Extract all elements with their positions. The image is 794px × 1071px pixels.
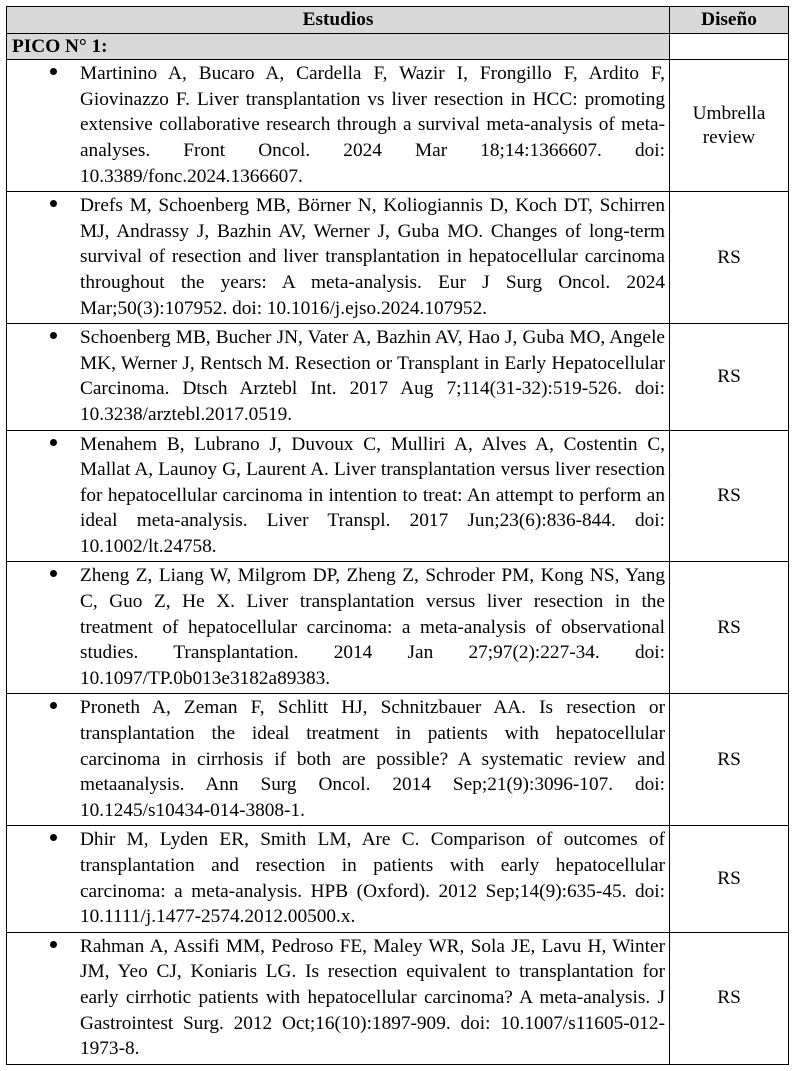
header-studies: Estudios bbox=[7, 7, 670, 34]
bullet-icon bbox=[50, 941, 57, 948]
references-table bbox=[6, 6, 789, 1065]
table-row bbox=[7, 932, 789, 1064]
table-row bbox=[7, 192, 789, 324]
bullet-icon bbox=[50, 68, 57, 75]
reference-cell bbox=[7, 192, 670, 324]
reference-text: Proneth A, Zeman F, Schlitt HJ, Schnitzbauer AA. Is resection or transplantation the ideal treatment in patients with hepatocellular carcinoma in cirrhosis if both are possible? A systematic review and metaanalysis. Ann Surg Oncol. 2014 Sep;21(9):3096-107. doi: 10.1245/s10434-014-3808-1. bbox=[80, 697, 665, 821]
pico-row bbox=[7, 33, 789, 60]
design-cell: RS bbox=[670, 430, 789, 562]
design-cell: RS bbox=[670, 562, 789, 694]
design-cell: RS bbox=[670, 694, 789, 826]
table-row bbox=[7, 562, 789, 694]
reference-cell bbox=[7, 60, 670, 192]
design-cell: RS bbox=[670, 932, 789, 1064]
bullet-icon bbox=[50, 200, 57, 207]
reference-text: Schoenberg MB, Bucher JN, Vater A, Bazhin AV, Hao J, Guba MO, Angele MK, Werner J, Rentsch M. Resection or Transplant in Early Hepatocellular Carcinoma. Dtsch Arztebl Int. 2017 Aug 7;114(31-32):519-526. doi: 10.3238/arztebl.2017.0519. bbox=[80, 327, 665, 425]
reference-text: Dhir M, Lyden ER, Smith LM, Are C. Comparison of outcomes of transplantation and resection in patients with early hepatocellular carcinoma: a meta-analysis. HPB (Oxford). 2012 Sep;14(9):635-45. doi: 10.1111/j.1477-2574.2012.00500.x. bbox=[80, 829, 665, 928]
bullet-icon bbox=[50, 439, 57, 446]
table-row bbox=[7, 60, 789, 192]
design-cell: Umbrella review bbox=[670, 60, 789, 192]
pico-label: PICO N° 1: bbox=[7, 33, 670, 60]
bullet-icon bbox=[50, 834, 57, 841]
reference-text: Rahman A, Assifi MM, Pedroso FE, Maley WR, Sola JE, Lavu H, Winter JM, Yeo CJ, Koniaris LG. Is resection equivalent to transplantation for early cirrhotic patients with hepatocellular carcinoma? A meta-analysis. J Gastrointest Surg. 2012 Oct;16(10):1897-909. doi: 10.1007/s11605-012-1973-8. bbox=[80, 935, 665, 1060]
design-cell: RS bbox=[670, 826, 789, 932]
reference-cell bbox=[7, 826, 670, 932]
reference-cell bbox=[7, 694, 670, 826]
header-design: Diseño bbox=[670, 7, 789, 34]
table-row bbox=[7, 826, 789, 932]
table-row bbox=[7, 694, 789, 826]
bullet-icon bbox=[50, 702, 57, 709]
reference-cell bbox=[7, 932, 670, 1064]
bullet-icon bbox=[50, 570, 57, 577]
reference-text: Zheng Z, Liang W, Milgrom DP, Zheng Z, Schroder PM, Kong NS, Yang C, Guo Z, He X. Liver transplantation versus liver resection in the treatment of hepatocellular carcinoma: a meta-analysis of observational studies. Transplantation. 2014 Jan 27;97(2):227-34. doi: 10.1097/TP.0b013e3182a89383. bbox=[80, 565, 665, 689]
table-row bbox=[7, 324, 789, 430]
reference-text: Martinino A, Bucaro A, Cardella F, Wazir I, Frongillo F, Ardito F, Giovinazzo F. Liver transplantation vs liver resection in HCC: promoting extensive collaborative research through a survival meta-analysis of meta-analyses. Front Oncol. 2024 Mar 18;14:1366607. doi: 10.3389/fonc.2024.1366607. bbox=[80, 63, 665, 187]
reference-cell bbox=[7, 562, 670, 694]
design-cell: RS bbox=[670, 192, 789, 324]
reference-text: Menahem B, Lubrano J, Duvoux C, Mulliri A, Alves A, Costentin C, Mallat A, Launoy G, Laurent A. Liver transplantation versus liver resection for hepatocellular carcinoma in intention to treat: An attempt to perform an ideal meta-analysis. Liver Transpl. 2017 Jun;23(6):836-844. doi: 10.1002/lt.24758. bbox=[80, 433, 665, 557]
reference-cell bbox=[7, 430, 670, 562]
reference-cell bbox=[7, 324, 670, 430]
design-cell: RS bbox=[670, 324, 789, 430]
bullet-icon bbox=[50, 332, 57, 339]
reference-text: Drefs M, Schoenberg MB, Börner N, Koliogiannis D, Koch DT, Schirren MJ, Andrassy J, Bazhin AV, Werner J, Guba MO. Changes of long-term survival of resection and liver transplantation in hepatocellular carcinoma throughout the years: A meta-analysis. Eur J Surg Oncol. 2024 Mar;50(3):107952. doi: 10.1016/j.ejso.2024.107952. bbox=[80, 195, 665, 319]
header-row bbox=[7, 7, 789, 34]
pico-empty-cell bbox=[670, 33, 789, 60]
table-row bbox=[7, 430, 789, 562]
